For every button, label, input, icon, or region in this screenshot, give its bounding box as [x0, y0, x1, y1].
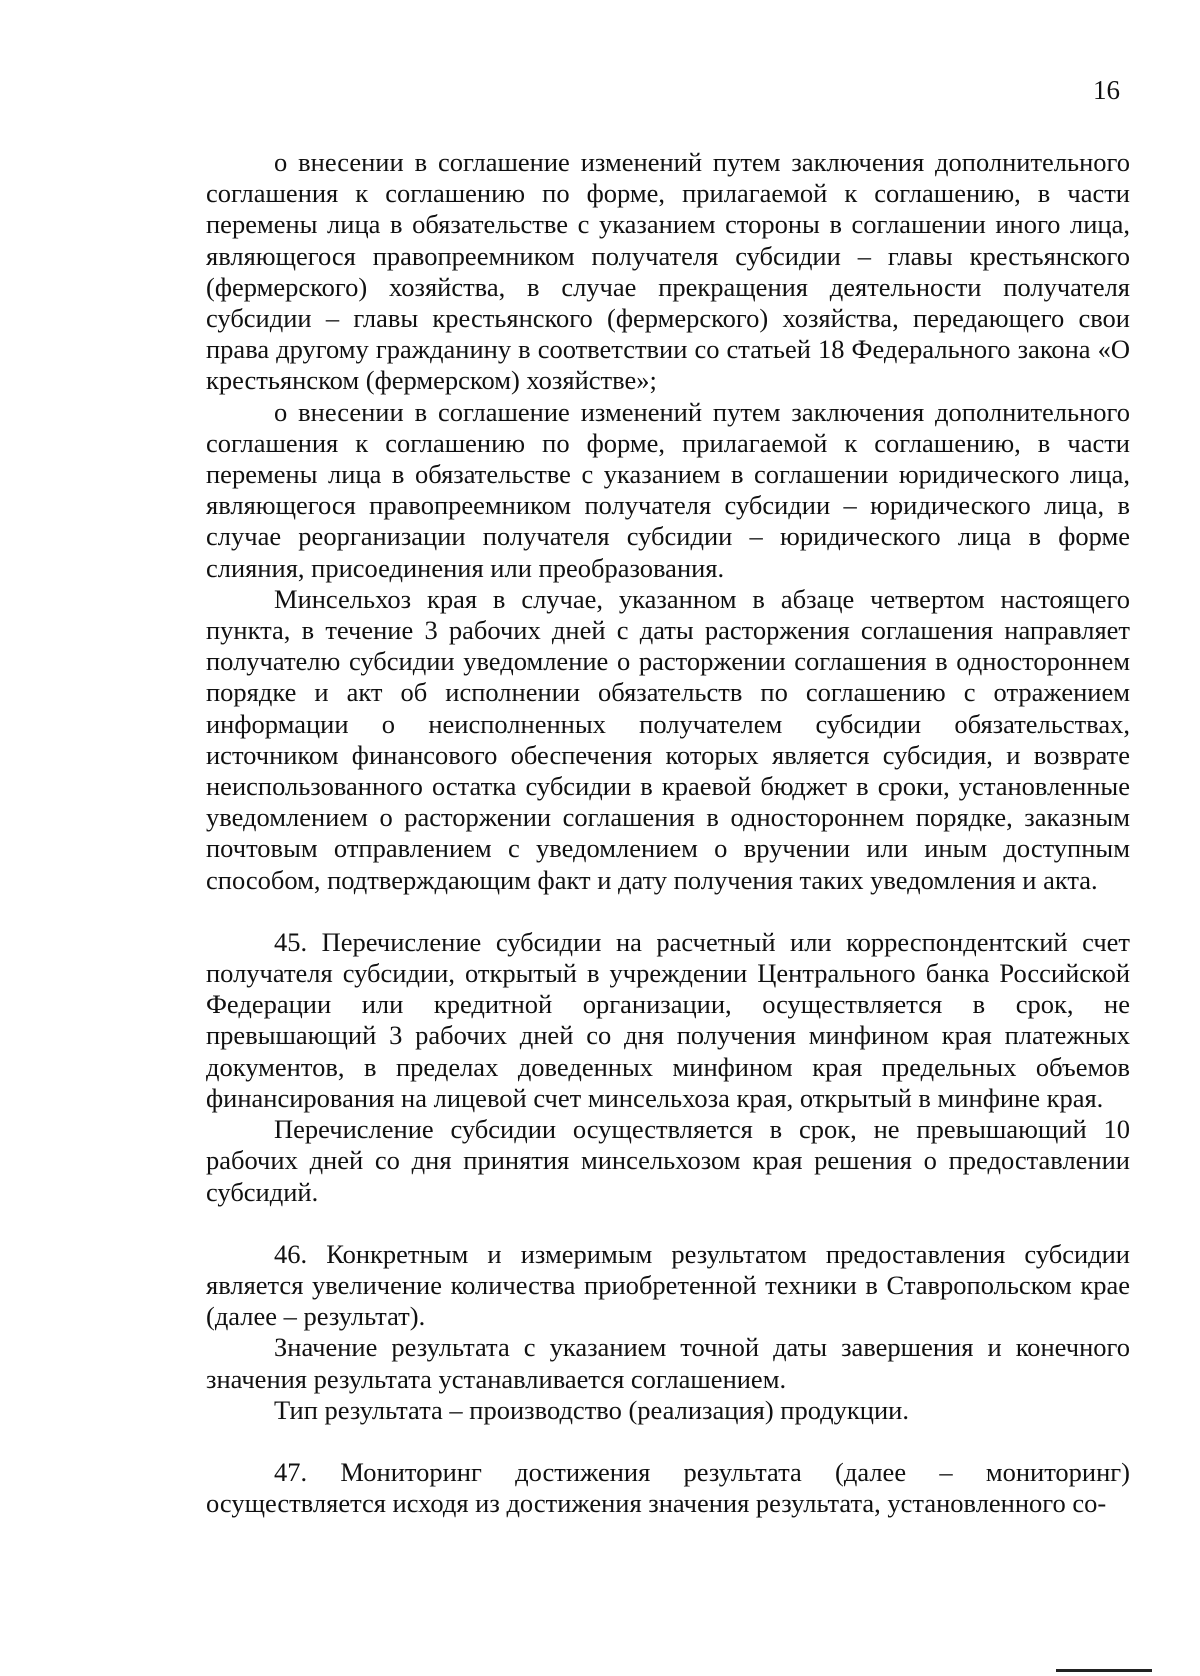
paragraph-45-transfer-term: Перечисление субсидии осуществляется в срок, не превышающий 10 рабочих дней со дня принятия минсельхозом края решения о предоставлении субсидий. — [206, 1114, 1130, 1207]
paragraph-47-monitoring: 47. Мониторинг достижения результата (далее – мониторинг) осуществляется исходя из достижения значения результата, установленного со- — [206, 1456, 1130, 1519]
paragraph-46-result: 46. Конкретным и измеримым результатом предоставления субсидии является увеличение количества приобретенной техники в Ставропольском крае (далее – результат). — [206, 1238, 1130, 1332]
paragraph-46-result-value: Значение результата с указанием точной даты завершения и конечного значения результата устанавливается соглашением. — [206, 1332, 1130, 1394]
paragraph-additional-agreement-farm: о внесении в соглашение изменений путем заключения дополнительного соглашения к соглашению по форме, прилагаемой к соглашению, в части перемены лица в обязательстве с указанием стороны в соглашении иного лица, являющегося правопреемником получателя субсидии – главы крестьянского (фермерского) хозяйства, в случае прекращения деятельности получателя субсидии – главы крестьянского (фермерского) хозяйства, передающего свои права другому гражданину в соответствии со статьей 18 Федерального закона «О крестьянском (фермерском) хозяйстве»; — [206, 147, 1130, 396]
page-number: 16 — [1093, 75, 1120, 105]
paragraph-additional-agreement-legal-entity: о внесении в соглашение изменений путем заключения дополнительного соглашения к соглашению по форме, прилагаемой к соглашению, в части перемены лица в обязательстве с указанием в соглашении юридического лица, являющегося правопреемником получателя субсидии – юридического лица, в случае реорганизации получателя субсидии – юридического лица в форме слияния, присоединения или преобразования. — [206, 396, 1130, 583]
paragraph-45-transfer: 45. Перечисление субсидии на расчетный или корреспондентский счет получателя субсидии, открытый в учреждении Центрального банка Российской Федерации или кредитной организации, осуществляется в срок, не превышающий 3 рабочих дней со дня получения минфином края платежных документов, в пределах доведенных минфином края предельных объемов финансирования на лицевой счет минсельхоза края, открытый в минфине края. — [206, 926, 1130, 1113]
document-body — [206, 147, 1130, 1519]
scan-edge-mark — [1056, 1669, 1152, 1676]
paragraph-46-result-type: Тип результата – производство (реализация) продукции. — [274, 1394, 909, 1425]
paragraph-termination-notice: Минсельхоз края в случае, указанном в абзаце четвертом настоящего пункта, в течение 3 рабочих дней с даты расторжения соглашения направляет получателю субсидии уведомление о расторжении соглашения в одностороннем порядке и акт об исполнении обязательств по соглашению с отражением информации о неисполненных получателем субсидии обязательствах, источником финансового обеспечения которых является субсидия, и возврате неиспользованного остатка субсидии в краевой бюджет в сроки, установленные уведомлением о расторжении соглашения в одностороннем порядке, заказным почтовым отправлением с уведомлением о вручении или иным доступным способом, подтверждающим факт и дату получения таких уведомления и акта. — [206, 583, 1130, 895]
